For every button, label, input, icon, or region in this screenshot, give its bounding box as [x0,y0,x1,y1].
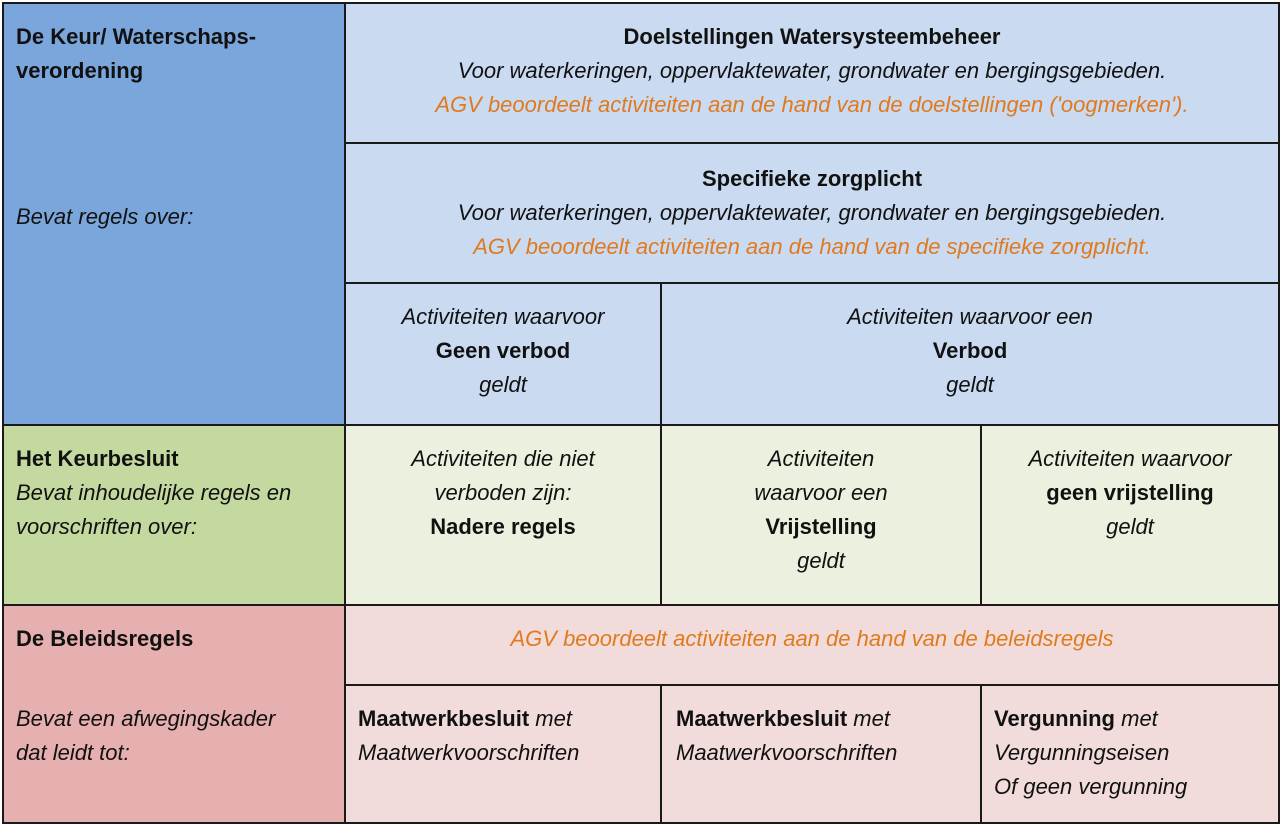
maatwerk-cell-2 [660,684,982,824]
geen-vrijstelling-line2: geen vrijstelling [1046,480,1214,505]
doelstellingen-line2: AGV beoordeelt activiteiten aan de hand van de doelstellingen ('oogmerken'). [435,92,1189,117]
vrijstelling-cell [660,424,982,606]
vergunning-line3: Of geen vergunning [994,774,1188,799]
zorgplicht-cell [344,142,1280,284]
vergunning-rest: met [1115,706,1158,731]
maatwerk1-rest: met [529,706,572,731]
maatwerk2-rest: met [847,706,890,731]
beleidsregels-subtitle-line1: Bevat een afwegingskader [16,706,276,731]
vrijstelling-line4: geldt [797,548,845,573]
geen-vrijstelling-line1: Activiteiten waarvoor [1028,446,1232,471]
verbod-cell [660,282,1280,426]
beleidsregels-title: De Beleidsregels [16,626,194,651]
keurbesluit-label-cell [2,424,346,606]
zorgplicht-title: Specifieke zorgplicht [701,166,923,191]
nadere-line2: verboden zijn: [434,480,572,505]
keur-title-line1: De Keur/ Waterschaps- [16,24,257,49]
maatwerk2-bold: Maatwerkbesluit [676,706,848,731]
beleidsregels-label-cell [2,604,346,824]
vrijstelling-line3: Vrijstelling [765,514,877,539]
geen-verbod-line1: Activiteiten waarvoor [401,304,605,329]
vrijstelling-line2: waarvoor een [754,480,888,505]
doelstellingen-cell [344,2,1280,144]
vergunning-bold: Vergunning [994,706,1115,731]
keur-title-line2: verordening [16,58,144,83]
doelstellingen-title: Doelstellingen Watersysteembeheer [623,24,1001,49]
keurbesluit-subtitle-line2: voorschriften over: [16,514,197,539]
maatwerk1-bold: Maatwerkbesluit [358,706,530,731]
maatwerk2-line2: Maatwerkvoorschriften [676,740,898,765]
verbod-line3: geldt [946,372,994,397]
geen-verbod-line3: geldt [479,372,527,397]
vrijstelling-line1: Activiteiten [767,446,875,471]
keurbesluit-subtitle-line1: Bevat inhoudelijke regels en [16,480,292,505]
nadere-line1: Activiteiten die niet [411,446,595,471]
beleidsregels-banner-cell [344,604,1280,686]
verbod-line1: Activiteiten waarvoor een [847,304,1093,329]
doelstellingen-line1: Voor waterkeringen, oppervlaktewater, grondwater en bergingsgebieden. [457,58,1167,83]
vergunning-cell [980,684,1280,824]
geen-verbod-line2: Geen verbod [435,338,571,363]
geen-vrijstelling-cell [980,424,1280,606]
geen-verbod-cell [344,282,662,426]
keur-title [16,20,256,88]
zorgplicht-line2: AGV beoordeelt activiteiten aan de hand van de specifieke zorgplicht. [473,234,1151,259]
verbod-line2: Verbod [932,338,1008,363]
zorgplicht-line1: Voor waterkeringen, oppervlaktewater, grondwater en bergingsgebieden. [457,200,1167,225]
geen-vrijstelling-line3: geldt [1106,514,1154,539]
nadere-line3: Nadere regels [430,514,576,539]
keur-label-cell [2,2,346,426]
maatwerk1-line2: Maatwerkvoorschriften [358,740,580,765]
maatwerk-cell-1 [344,684,662,824]
keur-subtitle: Bevat regels over: [16,204,194,229]
nadere-regels-cell [344,424,662,606]
keurbesluit-title: Het Keurbesluit [16,446,179,471]
beleidsregels-subtitle-line2: dat leidt tot: [16,740,130,765]
vergunning-line2: Vergunningseisen [994,740,1170,765]
beleidsregels-banner: AGV beoordeelt activiteiten aan de hand van de beleidsregels [510,626,1114,651]
